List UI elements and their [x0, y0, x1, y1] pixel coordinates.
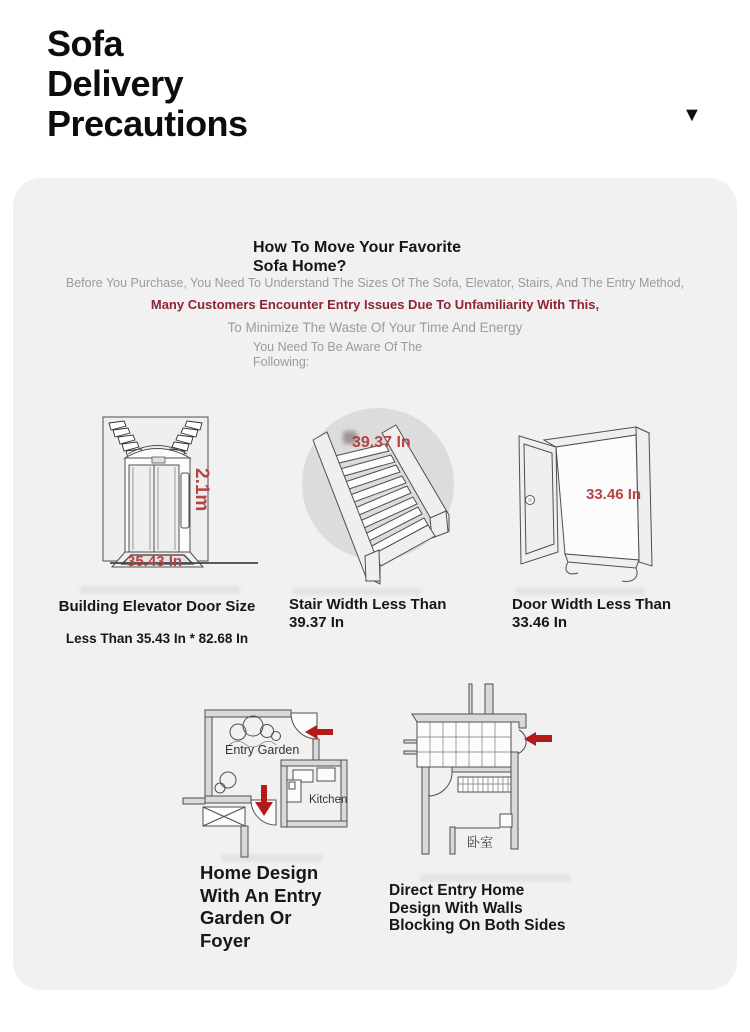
- stairs-width-label: 39.37 In: [352, 434, 411, 451]
- smudge-artifact: [292, 588, 422, 595]
- collapse-triangle-icon[interactable]: ▼: [682, 104, 702, 126]
- elevator-figure: [100, 413, 240, 593]
- elevator-subcaption: Less Than 35.43 In * 82.68 In: [65, 631, 249, 646]
- kitchen-room-label: Kitchen: [309, 794, 348, 806]
- elevator-control-panel: [181, 473, 189, 528]
- direct-entry-caption: Direct Entry Home Design With Walls Blocking On Both Sides: [389, 882, 566, 934]
- door-figure: [508, 413, 670, 585]
- intro-line-4: You Need To Be Aware Of The Following:: [253, 340, 423, 369]
- entry-garden-floorplan: [183, 692, 390, 860]
- intro-heading: How To Move Your Favorite Sofa Home?: [253, 239, 462, 276]
- entry-garden-room-label: Entry Garden: [225, 743, 300, 757]
- entry-garden-caption: Home Design With An Entry Garden Or Foyer: [200, 862, 322, 951]
- stairs-caption: Stair Width Less Than 39.37 In: [289, 596, 447, 631]
- bedroom-room-label: 卧室: [467, 835, 494, 850]
- page-title-line-2: Delivery: [47, 63, 184, 104]
- direct-entry-floorplan: [404, 684, 614, 856]
- stairs-figure: [283, 414, 475, 596]
- entry-garden-plan-drawing: [183, 692, 390, 860]
- smudge-artifact: [222, 854, 322, 862]
- page-title-line-3: Precautions: [47, 103, 248, 144]
- smudge-artifact: [420, 874, 570, 882]
- elevator-height-label: 2.1m: [191, 468, 212, 512]
- door-caption: Door Width Less Than 33.46 In: [512, 596, 672, 631]
- elevator-caption: Building Elevator Door Size: [58, 598, 256, 615]
- elevator-lamp: [152, 457, 165, 463]
- page-title: [47, 24, 248, 144]
- intro-line-2-warning: Many Customers Encounter Entry Issues Due To Unfamiliarity With This,: [150, 297, 600, 312]
- direct-entry-plan-drawing: [404, 684, 614, 856]
- intro-line-1: Before You Purchase, You Need To Understand The Sizes Of The Sofa, Elevator, Stairs, And The Entry Method,: [65, 276, 685, 290]
- door-width-label: 33.46 In: [586, 486, 642, 503]
- page-title-line-1: Sofa: [47, 23, 124, 64]
- smudge-artifact: [343, 431, 357, 444]
- smudge-artifact: [80, 586, 240, 594]
- elevator-width-label: 35.43 In: [127, 553, 183, 570]
- smudge-artifact: [515, 588, 645, 595]
- intro-line-3: To Minimize The Waste Of Your Time And Energy: [227, 320, 523, 335]
